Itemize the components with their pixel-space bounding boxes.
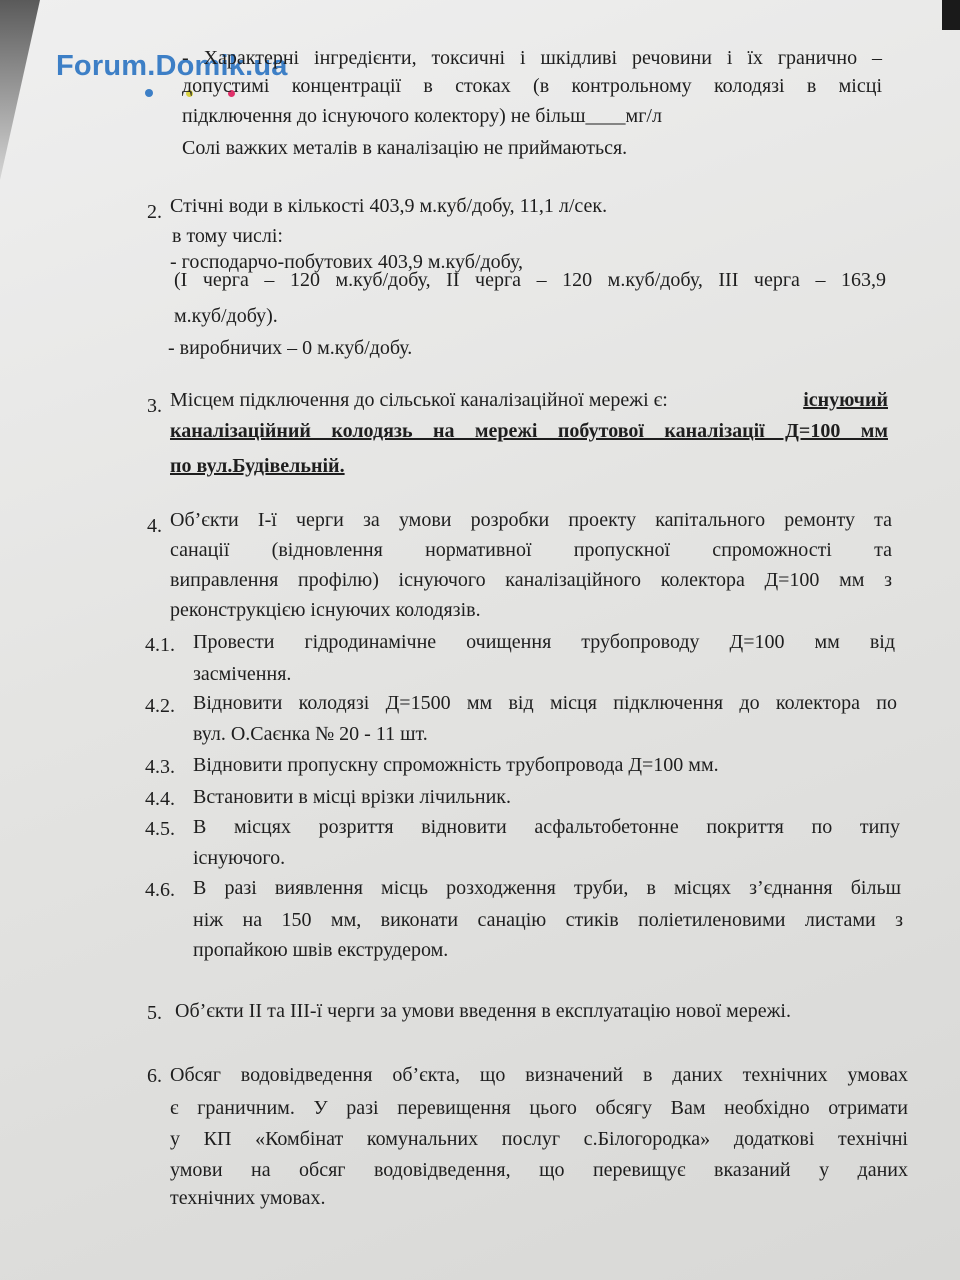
intro-line-4: Солі важких металів в каналізацію не приймаються. [182, 137, 628, 159]
subitem-4-2-line-2: вул. О.Саєнка № 20 - 11 шт. [193, 723, 428, 745]
item-2-line-4: (І черга – 120 м.куб/добу, ІІ черга – 120 м.куб/добу, ІІІ черга – 163,9 [174, 269, 886, 291]
item-number: 5. [147, 1002, 162, 1024]
item-2-line-1: Стічні води в кількості 403,9 м.куб/добу, 11,1 л/сек. [170, 195, 608, 217]
item-5-line-1: Об’єкти ІІ та ІІІ-ї черги за умови введення в експлуатацію нової мережі. [175, 1000, 791, 1022]
item-3-text: Місцем підключення до сільської каналізаційної мережі є: [170, 389, 668, 411]
subitem-4-2-line-1: Відновити колодязі Д=1500 мм від місця підключення до колектора по [193, 692, 897, 714]
subitem-number: 4.2. [145, 695, 175, 717]
subitem-number: 4.6. [145, 879, 175, 901]
item-2-line-3: - господарчо-побутових 403,9 м.куб/добу, [170, 251, 524, 273]
item-6-line-2: є граничним. У разі перевищення цього обсягу Вам необхідно отримати [170, 1097, 908, 1119]
watermark-logo: Forum.Domik.ua [56, 50, 288, 82]
item-number: 2. [147, 201, 162, 223]
watermark-bullet-icon [145, 89, 153, 97]
item-2-line-5: м.куб/добу). [174, 305, 278, 327]
intro-line-1: - Характерні інгредієнти, токсичні і шкідливі речовини і їх гранично – [182, 47, 882, 69]
item-6-line-5: технічних умовах. [170, 1187, 326, 1209]
item-number: 4. [147, 515, 162, 537]
item-4-line-2: санації (відновлення нормативної пропускної спроможності та [170, 539, 892, 561]
intro-line-3: підключення до існуючого колектору) не більш____мг/л [182, 105, 662, 127]
item-2-line-2: в тому числі: [172, 225, 283, 247]
subitem-4-6-line-2: ніж на 150 мм, виконати санацію стиків поліетиленовими листами з [193, 909, 903, 931]
corner-shadow [942, 0, 960, 30]
item-number: 3. [147, 395, 162, 417]
subitem-number: 4.5. [145, 818, 175, 840]
subitem-4-4-line-1: Встановити в місці врізки лічильник. [193, 786, 512, 808]
subitem-4-5-line-1: В місцях розриття відновити асфальтобетонне покриття по типу [193, 816, 900, 838]
subitem-number: 4.1. [145, 634, 175, 656]
subitem-4-5-line-2: існуючого. [193, 847, 286, 869]
subitem-4-6-line-1: В разі виявлення місць розходження труби, в місцях з’єднання більш [193, 877, 901, 899]
item-4-line-4: реконструкцією існуючих колодязів. [170, 599, 481, 621]
item-3-emphasis: існуючий [803, 389, 888, 411]
subitem-4-1-line-2: засмічення. [193, 663, 292, 685]
item-3-line-1 [170, 390, 888, 410]
page-shadow [0, 0, 40, 180]
item-6-line-3: у КП «Комбінат комунальних послуг с.Білогородка» додаткові технічні [170, 1128, 908, 1150]
item-number: 6. [147, 1065, 162, 1087]
item-2-line-6: - виробничих – 0 м.куб/добу. [168, 337, 413, 359]
item-4-line-3: виправлення профілю) існуючого каналізаційного колектора Д=100 мм з [170, 569, 892, 591]
item-3-line-3: по вул.Будівельній. [170, 455, 345, 477]
subitem-number: 4.4. [145, 788, 175, 810]
subitem-4-3-line-1: Відновити пропускну спроможність трубопровода Д=100 мм. [193, 754, 719, 776]
subitem-4-6-line-3: пропайкою швів екструдером. [193, 939, 449, 961]
item-3-line-2: каналізаційний колодязь на мережі побутової каналізації Д=100 мм [170, 420, 888, 442]
item-6-line-1: Обсяг водовідведення об’єкта, що визначений в даних технічних умовах [170, 1064, 908, 1086]
item-4-line-1: Об’єкти І-ї черги за умови розробки проекту капітального ремонту та [170, 509, 892, 531]
subitem-4-1-line-1: Провести гідродинамічне очищення трубопроводу Д=100 мм від [193, 631, 895, 653]
subitem-number: 4.3. [145, 756, 175, 778]
intro-line-2: допустимі концентрації в стоках (в контрольному колодязі в місці [182, 75, 882, 97]
item-6-line-4: умови на обсяг водовідведення, що перевищує вказаний у даних [170, 1159, 908, 1181]
